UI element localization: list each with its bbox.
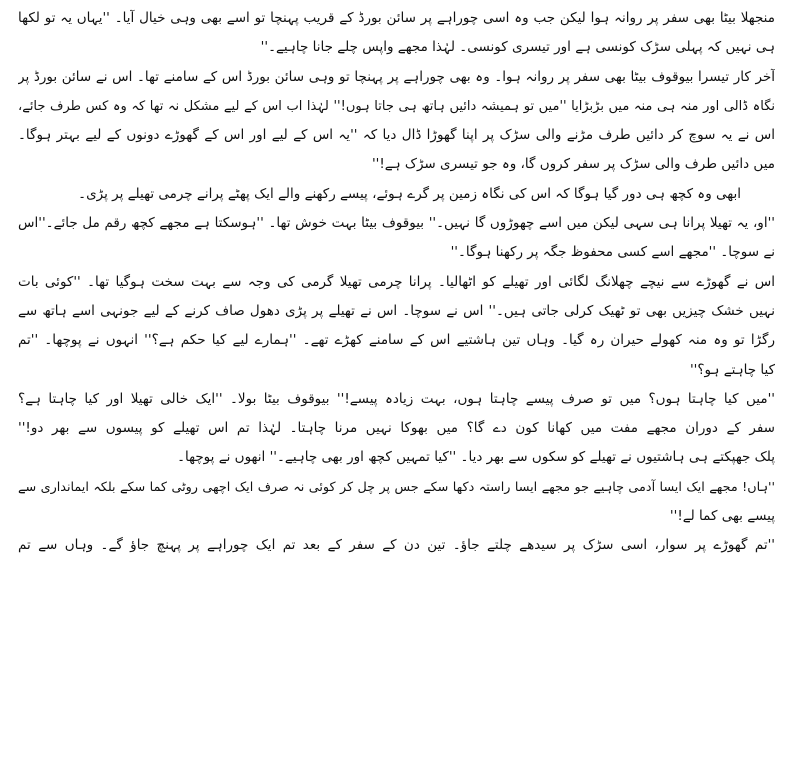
text-line: نگاہ ڈالی اور منہ ہی منہ میں بڑبڑایا ''میں تو ہمیشہ دائیں ہاتھ ہی جاتا ہوں!'' لہٰذا اب اس کے لیے مشکل نہ تھا کہ وہ کس طرف جائے، [18, 98, 775, 114]
text-line: منجھلا بیٹا بھی سفر پر روانہ ہوا لیکن جب وہ اسی چوراہے پر سائن بورڈ کے قریب پہنچا تو اسے بھی وہی خیال آیا۔ ''یہاں یہ تو لکھا [18, 10, 775, 26]
text-line: ''ہاں! مجھے ایک ایسا آدمی چاہیے جو مجھے ایسا راستہ دکھا سکے جس پر چل کر کوئی نہ صرف ایک اچھی روٹی کما سکے بلکہ ایمانداری سے [18, 479, 775, 495]
text-line: میں دائیں طرف والی سڑک پر سفر کروں گا، وہ جو تیسری سڑک ہے!'' [371, 156, 775, 173]
text-line: ''میں کیا چاہتا ہوں؟ میں تو صرف پیسے چاہتا ہوں، بہت زیادہ پیسے!'' بیوقوف بیٹا بولا۔ ''ایک خالی تھیلا اور کیا چاہتا ہے؟ [18, 390, 775, 407]
text-line: سفر کے دوران مجھے مفت میں کھانا کون دے گا؟ میں بھوکا نہیں مرنا چاہتا۔ لہٰذا تم اس تھیلے کو پیسوں سے بھر دو!'' [18, 420, 775, 437]
text-line: ہی نہیں کہ پہلی سڑک کونسی ہے اور تیسری کونسی۔ لہٰذا مجھے واپس چلے جانا چاہیے۔'' [260, 39, 775, 56]
text-line: پیسے بھی کما لے!'' [669, 508, 775, 525]
text-line: نہیں خشک چیزیں بھی تو ٹھیک کرلی جاتی ہیں۔'' اس نے سوچا۔ اس نے تھیلے پر پڑی دھول صاف کرنے کے لیے جونہی اسے ہاتھ سے [18, 302, 775, 319]
text-line: کیا چاہتے ہو؟'' [689, 361, 775, 378]
text-line: ''تم گھوڑے پر سوار، اسی سڑک پر سیدھے چلتے جاؤ۔ تین دن کے سفر کے بعد تم ایک چوراہے پر پہنچ جاؤ گے۔ وہاں سے تم [18, 537, 775, 554]
text-line: ابھی وہ کچھ ہی دور گیا ہوگا کہ اس کی نگاہ زمین پر گرے ہوئے، پیسے رکھنے والے ایک پھٹے پرانے چرمی تھیلے پر پڑی۔ [78, 185, 741, 202]
text-line: اس نے یہ سوچ کر دائیں طرف مڑنے والی سڑک پر اپنا گھوڑا ڈال دیا کہ ''یہ اس کے لیے اور اس کے گھوڑے دونوں کے لیے بہتر ہوگا۔ [18, 127, 775, 144]
text-line: آخر کار تیسرا بیوقوف بیٹا بھی سفر پر روانہ ہوا۔ وہ بھی چوراہے پر پہنچا تو وہی سائن بورڈ اس کے سامنے تھا۔ اس نے سائن بورڈ پر [18, 68, 775, 85]
text-line: نے سوچا۔ ''مجھے اسے کسی محفوظ جگہ پر رکھنا ہوگا۔'' [450, 244, 775, 261]
story-text [18, 4, 775, 561]
text-line: اس نے گھوڑے سے نیچے چھلانگ لگائی اور تھیلے کو اٹھالیا۔ پرانا چرمی تھیلا گرمی کی وجہ سے بہت سخت ہوگیا تھا۔ ''کوئی بات [18, 273, 775, 290]
text-line: پلک جھپکتے ہی ہاشتیوں نے تھیلے کو سکوں سے بھر دیا۔ ''کیا تمہیں کچھ اور بھی چاہیے۔'' انھوں نے پوچھا۔ [177, 449, 775, 466]
text-line: ''او، یہ تھیلا پرانا ہی سہی لیکن میں اسے چھوڑوں گا نہیں۔'' بیوقوف بیٹا بہت خوش تھا۔ ''ہوسکتا ہے مجھے کچھ رقم مل جائے۔''اس [18, 215, 775, 232]
text-line: رگڑا تو وہ منہ کھولے حیران رہ گیا۔ وہاں تین ہاشتیے اس کے سامنے کھڑے تھے۔ ''ہمارے لیے کیا حکم ہے؟'' انہوں نے پوچھا۔ ''تم [18, 332, 775, 349]
